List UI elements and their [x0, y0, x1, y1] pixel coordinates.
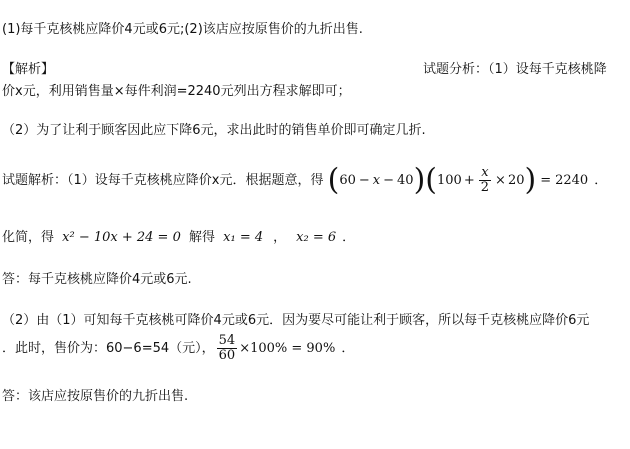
paren-close-2: ) — [524, 162, 537, 198]
ratio-rest: ×100% = 90% — [239, 341, 336, 356]
eq-c: 100 — [437, 173, 462, 188]
solution-intro: 试题解析：（1）设每千克核桃应降价x元．根据题意，得 — [2, 173, 324, 188]
eq-end: ． — [594, 173, 608, 188]
eq-result: 2240 — [555, 173, 589, 188]
part1-text: 每千克核桃应降价4元或6元; — [20, 22, 185, 37]
simplify-equation: x² − 10x + 24 = 0 — [62, 230, 181, 245]
eq-minus1: − — [358, 173, 370, 188]
eq-x: x — [372, 173, 381, 188]
part2-text: 该店应按原售价的九折出售. — [202, 22, 363, 37]
part2-line1: （2）由（1）可知每千克核桃可降价4元或6元．因为要尽可能让利于顾客，所以每千克核桃应降价6元 — [2, 313, 590, 328]
analysis-line1: 价x元，利用销售量×每件利润=2240元列出方程求解即可； — [2, 84, 351, 99]
ratio-den: 60 — [218, 348, 236, 363]
eq-a: 60 — [339, 173, 356, 188]
answer-1: 答：每千克核桃应降价4元或6元. — [2, 272, 192, 287]
root-1: x₁ = 4 — [223, 230, 264, 245]
root-2: x₂ = 6 — [296, 230, 337, 245]
solve-label: 解得 — [189, 230, 216, 245]
ratio-num: 54 — [218, 333, 236, 348]
analysis-side-intro: 试题分析：（1）设每千克核桃降 — [423, 62, 607, 77]
solution-equation-line — [2, 164, 607, 198]
part2-marker: (2) — [184, 22, 203, 37]
eq-b: 40 — [397, 173, 414, 188]
paren-open-1: ( — [327, 162, 340, 198]
eq-minus2: − — [383, 173, 395, 188]
paren-close-1: ) — [413, 162, 426, 198]
ratio-fraction — [217, 334, 238, 363]
eq-fraction — [479, 166, 491, 195]
eq-frac-num: x — [479, 166, 491, 181]
part1-marker: (1) — [2, 22, 21, 37]
eq-frac-den: 2 — [480, 180, 490, 195]
eq-d: 20 — [507, 173, 525, 188]
analysis-line2: （2）为了让利于顾客因此应下降6元，求出此时的销售单价即可确定几折. — [2, 123, 426, 138]
simplify-label: 化简，得 — [2, 230, 55, 245]
paren-open-2: ( — [425, 162, 438, 198]
part2-line2 — [2, 331, 354, 367]
eq-plus: + — [463, 173, 475, 188]
eq-times: × — [495, 173, 506, 188]
root-end: ． — [342, 230, 356, 245]
answer-summary — [2, 22, 363, 38]
analysis-heading: 【解析】 — [2, 62, 55, 77]
simplify-line — [2, 230, 355, 246]
root-comma: ， — [273, 230, 287, 245]
ratio-end: ． — [341, 341, 355, 356]
part2-line2-prefix: ．此时，售价为：60−6=54（元）， — [2, 341, 215, 356]
eq-equals: = — [540, 173, 552, 188]
answer-2: 答：该店应按原售价的九折出售. — [2, 389, 189, 404]
